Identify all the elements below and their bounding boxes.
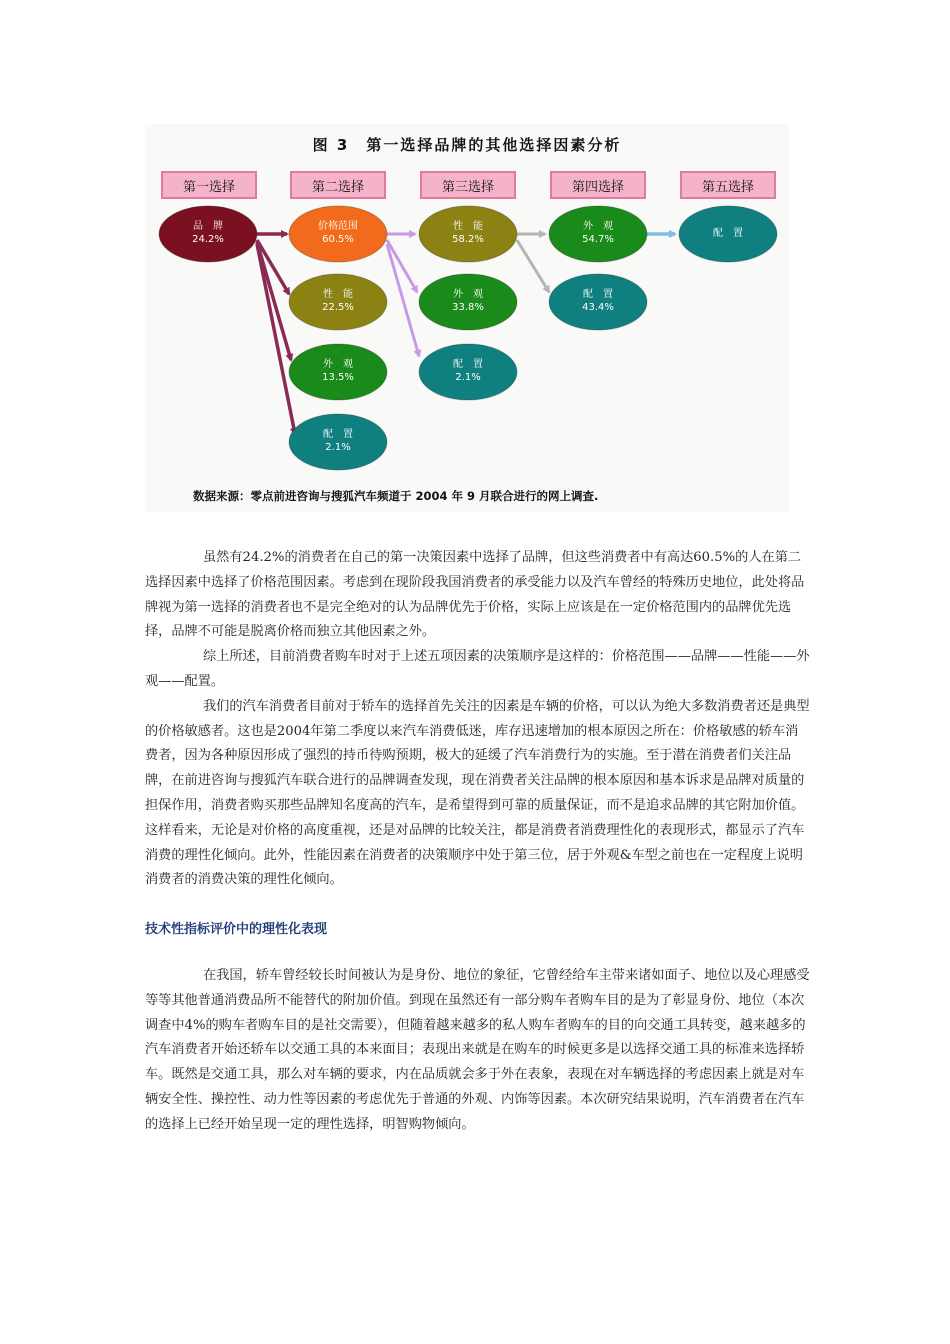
node-name: 配 置: [323, 429, 353, 440]
arrow-performance-to-config: [517, 240, 549, 292]
body-text-bottom: [145, 964, 810, 1138]
diagram-node-n1: [159, 206, 257, 262]
body-text-top: [145, 546, 810, 893]
arrow-price-to-appearance: [387, 240, 417, 292]
paragraph-2: 综上所述，目前消费者购车时对于上述五项因素的决策顺序是这样的：价格范围——品牌——性能——外观——配置。: [145, 649, 810, 689]
node-value: 43.4%: [582, 302, 614, 313]
diagram-node-n2: [289, 206, 387, 262]
diagram-node-n7: [419, 274, 517, 330]
diagram-node-n5: [289, 414, 387, 470]
diagram-node-n3: [289, 274, 387, 330]
arrow-brand-to-appearance: [257, 242, 291, 360]
node-name: 品 牌: [193, 221, 223, 232]
node-value: 2.1%: [325, 442, 351, 453]
figure-flow-diagram: [145, 124, 789, 512]
arrows-from-performance: [517, 234, 549, 292]
node-name: 配 置: [453, 359, 483, 370]
header-third-choice: 第三选择: [420, 171, 516, 199]
node-value: 24.2%: [192, 234, 224, 245]
diagram-node-n8: [419, 344, 517, 400]
node-value: 60.5%: [322, 234, 354, 245]
paragraph-3: 我们的汽车消费者目前对于轿车的选择首先关注的因素是车辆的价格，可以认为绝大多数消费者还是典型的价格敏感者。这也是2004年第二季度以来汽车消费低迷，库存迅速增加的根本原因之所在：价格敏感的轿车消费者，因为各种原因形成了强烈的持币待购预期，极大的延缓了汽车消费行为的实施。至于潜在消费者们关注品牌，在前进咨询与搜狐汽车联合进行的品牌调查发现，现在消费者关注品牌的根本原因和基本诉求是品牌对质量的担保作用，消费者购买那些品牌知名度高的汽车，是希望得到可靠的质量保证，而不是追求品牌的其它附加价值。这样看来，无论是对价格的高度重视，还是对品牌的比较关注，都是消费者消费理性化的表现形式，都显示了汽车消费的理性化倾向。此外，性能因素在消费者的决策顺序中处于第三位，居于外观&车型之前也在一定程度上说明消费者的消费决策的理性化倾向。: [145, 698, 810, 888]
node-name: 外 观: [453, 289, 483, 300]
node-name: 外 观: [323, 359, 353, 370]
paragraph-1: 虽然有24.2%的消费者在自己的第一决策因素中选择了品牌，但这些消费者中有高达60.5%的人在第二选择因素中选择了价格范围因素。考虑到在现阶段我国消费者的承受能力以及汽车曾经的特殊历史地位，此处将品牌视为第一选择的消费者也不是完全绝对的认为品牌优先于价格，实际上应该是在一定价格范围内的品牌优先选择，品牌不可能是脱离价格而独立其他因素之外。: [145, 550, 805, 640]
node-value: 33.8%: [452, 302, 484, 313]
arrow-price-to-config: [387, 244, 419, 356]
diagram-node-n6: [419, 206, 517, 262]
node-value: 54.7%: [582, 234, 614, 245]
header-fifth-choice: 第五选择: [680, 171, 776, 199]
header-first-choice: 第一选择: [161, 171, 257, 199]
header-second-choice: 第二选择: [290, 171, 386, 199]
diagram-node-n9: [549, 206, 647, 262]
node-value: 13.5%: [322, 372, 354, 383]
node-value: 58.2%: [452, 234, 484, 245]
node-layer: [159, 206, 777, 470]
header-fourth-choice: 第四选择: [550, 171, 646, 199]
node-name: 配 置: [713, 228, 743, 239]
paragraph-4: 在我国，轿车曾经较长时间被认为是身份、地位的象征，它曾经给车主带来诸如面子、地位以及心理感受等等其他普通消费品所不能替代的附加价值。到现在虽然还有一部分购车者购车目的是为了彰显身份、地位（本次调查中4%的购车者购车目的是社交需要），但随着越来越多的私人购车者购车的目的向交通工具转变，越来越多的汽车消费者开始还轿车以交通工具的本来面目；表现出来就是在购车的时候更多是以选择交通工具的标准来选择轿车。既然是交通工具，那么对车辆的要求，内在品质就会多于外在表象，表现在对车辆选择的考虑因素上就是对车辆安全性、操控性、动力性等因素的考虑优先于普通的外观、内饰等因素。本次研究结果说明，汽车消费者在汽车的选择上已经开始呈现一定的理性选择，明智购物倾向。: [145, 968, 810, 1132]
figure-title: 图 3 第一选择品牌的其他选择因素分析: [312, 136, 622, 154]
node-value: 2.1%: [455, 372, 481, 383]
arrows-from-brand: [257, 234, 295, 434]
diagram-node-n10: [549, 274, 647, 330]
section-heading: 技术性指标评价中的理性化表现: [145, 922, 328, 937]
node-name: 性 能: [323, 289, 353, 300]
node-value: 22.5%: [322, 302, 354, 313]
diagram-node-n4: [289, 344, 387, 400]
figure-source: 数据来源：零点前进咨询与搜狐汽车频道于 2004 年 9 月联合进行的网上调查.: [193, 489, 599, 503]
node-name: 配 置: [583, 289, 613, 300]
node-name: 外 观: [583, 221, 613, 232]
diagram-node-n11: [679, 206, 777, 262]
node-name: 价格范围: [318, 221, 358, 232]
node-name: 性 能: [453, 221, 483, 232]
arrows-from-price: [387, 234, 419, 356]
